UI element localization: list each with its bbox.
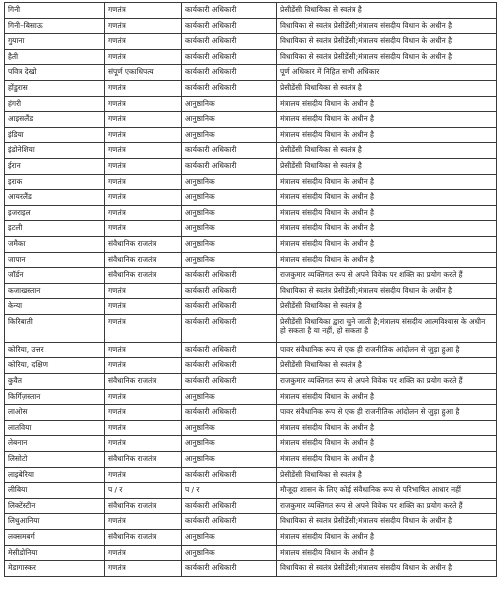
- government-type-cell: गणतंत्र: [105, 358, 182, 374]
- country-cell: किर्गिज़स्तान: [5, 389, 105, 405]
- constitutional-basis-cell: राजकुमार व्यक्तिगत रूप से अपने विवेक पर शक्ति का प्रयोग करते हैं: [277, 268, 497, 284]
- constitutional-basis-cell: पावर संवैधानिक रूप से एक ही राजनीतिक आंदोलन से जुड़ा हुआ है: [277, 342, 497, 358]
- head-of-state-role-cell: कार्यकारी अधिकारी: [182, 49, 277, 65]
- constitutional-basis-cell: विधायिका से स्वतंत्र प्रेसीडेंसी;मंत्रालय संसदीय विधान के अधीन है: [277, 283, 497, 299]
- table-row: [5, 561, 497, 577]
- government-type-cell: गणतंत्र: [105, 190, 182, 206]
- head-of-state-role-cell: कार्यकारी अधिकारी: [182, 34, 277, 50]
- constitutional-basis-cell: विधायिका से स्वतंत्र प्रेसीडेंसी;मंत्रालय संसदीय विधान के अधीन है: [277, 18, 497, 34]
- head-of-state-role-cell: आनुष्ठानिक: [182, 221, 277, 237]
- table-row: [5, 112, 497, 128]
- head-of-state-role-cell: आनुष्ठानिक: [182, 420, 277, 436]
- government-type-cell: गणतंत्र: [105, 436, 182, 452]
- constitutional-basis-cell: राजकुमार व्यक्तिगत रूप से अपने विवेक पर शक्ति का प्रयोग करते हैं: [277, 498, 497, 514]
- government-type-cell: गणतंत्र: [105, 112, 182, 128]
- constitutional-basis-cell: प्रेसीडेंसी विधायिका से स्वतंत्र है: [277, 358, 497, 374]
- country-cell: लीबिया: [5, 483, 105, 499]
- government-type-cell: गणतंत्र: [105, 18, 182, 34]
- government-type-cell: गणतंत्र: [105, 174, 182, 190]
- head-of-state-role-cell: कार्यकारी अधिकारी: [182, 467, 277, 483]
- constitutional-basis-cell: मंत्रालय संसदीय विधान के अधीन है: [277, 96, 497, 112]
- head-of-state-role-cell: कार्यकारी अधिकारी: [182, 514, 277, 530]
- country-cell: जॉर्डन: [5, 268, 105, 284]
- government-type-cell: गणतंत्र: [105, 405, 182, 421]
- country-cell: कुवैत: [5, 374, 105, 390]
- government-type-cell: संवैधानिक राजतंत्र: [105, 374, 182, 390]
- constitutional-basis-cell: मंत्रालय संसदीय विधान के अधीन है: [277, 174, 497, 190]
- country-cell: कजाखस्तान: [5, 283, 105, 299]
- head-of-state-role-cell: कार्यकारी अधिकारी: [182, 358, 277, 374]
- country-cell: केन्या: [5, 299, 105, 315]
- constitutional-basis-cell: मंत्रालय संसदीय विधान के अधीन है: [277, 205, 497, 221]
- government-type-cell: गणतंत्र: [105, 49, 182, 65]
- head-of-state-role-cell: आनुष्ठानिक: [182, 252, 277, 268]
- head-of-state-role-cell: कार्यकारी अधिकारी: [182, 498, 277, 514]
- government-type-cell: संवैधानिक राजतंत्र: [105, 236, 182, 252]
- table-body: [5, 3, 497, 577]
- constitutional-basis-cell: मंत्रालय संसदीय विधान के अधीन है: [277, 530, 497, 546]
- country-cell: मेसीडोनिया: [5, 545, 105, 561]
- country-cell: इंडिया: [5, 127, 105, 143]
- table-row: [5, 34, 497, 50]
- head-of-state-role-cell: आनुष्ठानिक: [182, 112, 277, 128]
- head-of-state-role-cell: कार्यकारी अधिकारी: [182, 405, 277, 421]
- country-cell: होंडुरास: [5, 80, 105, 96]
- constitutional-basis-cell: प्रेसीडेंसी विधायिका से स्वतंत्र है: [277, 299, 497, 315]
- constitutional-basis-cell: मंत्रालय संसदीय विधान के अधीन है: [277, 236, 497, 252]
- constitutional-basis-cell: राजकुमार व्यक्तिगत रूप से अपने विवेक पर शक्ति का प्रयोग करते हैं: [277, 374, 497, 390]
- table-row: [5, 314, 497, 342]
- country-cell: पवित्र देखो: [5, 65, 105, 81]
- government-type-cell: संवैधानिक राजतंत्र: [105, 530, 182, 546]
- constitutional-basis-cell: विधायिका से स्वतंत्र प्रेसीडेंसी;मंत्रालय संसदीय विधान के अधीन है: [277, 34, 497, 50]
- constitutional-basis-cell: प्रेसीडेंसी विधायिका से स्वतंत्र है: [277, 158, 497, 174]
- government-type-cell: गणतंत्र: [105, 34, 182, 50]
- country-cell: कोरिया, उत्तर: [5, 342, 105, 358]
- head-of-state-role-cell: आनुष्ठानिक: [182, 389, 277, 405]
- government-type-cell: गणतंत्र: [105, 205, 182, 221]
- government-type-cell: गणतंत्र: [105, 561, 182, 577]
- country-cell: लक्समबर्ग: [5, 530, 105, 546]
- constitutional-basis-cell: मंत्रालय संसदीय विधान के अधीन है: [277, 190, 497, 206]
- constitutional-basis-cell: मंत्रालय संसदीय विधान के अधीन है: [277, 452, 497, 468]
- table-row: [5, 205, 497, 221]
- government-type-cell: गणतंत्र: [105, 283, 182, 299]
- country-cell: आइसलैंड: [5, 112, 105, 128]
- government-type-cell: संवैधानिक राजतंत्र: [105, 252, 182, 268]
- table-row: [5, 452, 497, 468]
- table-row: [5, 65, 497, 81]
- head-of-state-role-cell: आनुष्ठानिक: [182, 205, 277, 221]
- table-row: [5, 467, 497, 483]
- government-type-cell: गणतंत्र: [105, 299, 182, 315]
- constitutional-basis-cell: मंत्रालय संसदीय विधान के अधीन है: [277, 436, 497, 452]
- head-of-state-role-cell: कार्यकारी अधिकारी: [182, 374, 277, 390]
- country-cell: लाइबेरिया: [5, 467, 105, 483]
- constitutional-basis-cell: प्रेसीडेंसी विधायिका से स्वतंत्र है: [277, 467, 497, 483]
- constitutional-basis-cell: मंत्रालय संसदीय विधान के अधीन है: [277, 127, 497, 143]
- country-government-table: [4, 2, 497, 577]
- table-row: [5, 420, 497, 436]
- country-cell: कोरिया, दक्षिण: [5, 358, 105, 374]
- head-of-state-role-cell: कार्यकारी अधिकारी: [182, 143, 277, 159]
- head-of-state-role-cell: आनुष्ठानिक: [182, 452, 277, 468]
- table-row: [5, 268, 497, 284]
- government-type-cell: संवैधानिक राजतंत्र: [105, 268, 182, 284]
- head-of-state-role-cell: कार्यकारी अधिकारी: [182, 3, 277, 19]
- government-type-cell: संवैधानिक राजतंत्र: [105, 498, 182, 514]
- country-cell: आयरलैंड: [5, 190, 105, 206]
- country-cell: इटली: [5, 221, 105, 237]
- government-type-cell: गणतंत्र: [105, 545, 182, 561]
- country-cell: लिक्टेंस्टीन: [5, 498, 105, 514]
- table-row: [5, 158, 497, 174]
- table-row: [5, 514, 497, 530]
- table-row: [5, 18, 497, 34]
- head-of-state-role-cell: कार्यकारी अधिकारी: [182, 65, 277, 81]
- table-row: [5, 436, 497, 452]
- country-cell: जापान: [5, 252, 105, 268]
- constitutional-basis-cell: मंत्रालय संसदीय विधान के अधीन है: [277, 545, 497, 561]
- country-cell: लेबनान: [5, 436, 105, 452]
- head-of-state-role-cell: कार्यकारी अधिकारी: [182, 561, 277, 577]
- constitutional-basis-cell: विधायिका से स्वतंत्र प्रेसीडेंसी;मंत्रालय संसदीय विधान के अधीन है: [277, 49, 497, 65]
- table-row: [5, 80, 497, 96]
- constitutional-basis-cell: मंत्रालय संसदीय विधान के अधीन है: [277, 389, 497, 405]
- country-cell: इजराइल: [5, 205, 105, 221]
- head-of-state-role-cell: आनुष्ठानिक: [182, 436, 277, 452]
- table-row: [5, 221, 497, 237]
- head-of-state-role-cell: आनुष्ठानिक: [182, 545, 277, 561]
- country-cell: किरिबाती: [5, 314, 105, 342]
- country-cell: गुयाना: [5, 34, 105, 50]
- constitutional-basis-cell: मंत्रालय संसदीय विधान के अधीन है: [277, 252, 497, 268]
- table-row: [5, 405, 497, 421]
- table-row: [5, 358, 497, 374]
- table-row: [5, 143, 497, 159]
- table-row: [5, 299, 497, 315]
- head-of-state-role-cell: कार्यकारी अधिकारी: [182, 158, 277, 174]
- government-type-cell: गणतंत्र: [105, 221, 182, 237]
- country-cell: लाओस: [5, 405, 105, 421]
- country-cell: हैती: [5, 49, 105, 65]
- government-type-cell: गणतंत्र: [105, 143, 182, 159]
- head-of-state-role-cell: कार्यकारी अधिकारी: [182, 80, 277, 96]
- table-row: [5, 374, 497, 390]
- table-row: [5, 283, 497, 299]
- government-type-cell: गणतंत्र: [105, 314, 182, 342]
- table-row: [5, 342, 497, 358]
- constitutional-basis-cell: पूर्ण अधिकार में निहित सभी अधिकार: [277, 65, 497, 81]
- head-of-state-role-cell: आनुष्ठानिक: [182, 96, 277, 112]
- constitutional-basis-cell: विधायिका से स्वतंत्र प्रेसीडेंसी;मंत्रालय संसदीय विधान के अधीन है: [277, 561, 497, 577]
- government-type-cell: गणतंत्र: [105, 3, 182, 19]
- constitutional-basis-cell: प्रेसीडेंसी विधायिका से स्वतंत्र है: [277, 3, 497, 19]
- head-of-state-role-cell: आनुष्ठानिक: [182, 236, 277, 252]
- government-type-cell: गणतंत्र: [105, 96, 182, 112]
- government-type-cell: संपूर्ण एकाधिपत्य: [105, 65, 182, 81]
- constitutional-basis-cell: प्रेसीडेंसी विधायिका से स्वतंत्र है: [277, 80, 497, 96]
- government-type-cell: गणतंत्र: [105, 342, 182, 358]
- table-row: [5, 483, 497, 499]
- head-of-state-role-cell: आनुष्ठानिक: [182, 190, 277, 206]
- government-type-cell: गणतंत्र: [105, 127, 182, 143]
- country-cell: लिसोटो: [5, 452, 105, 468]
- government-type-cell: गणतंत्र: [105, 80, 182, 96]
- constitutional-basis-cell: मंत्रालय संसदीय विधान के अधीन है: [277, 112, 497, 128]
- country-cell: लिथुआनिया: [5, 514, 105, 530]
- constitutional-basis-cell: प्रेसीडेंसी विधायिका से स्वतंत्र है: [277, 143, 497, 159]
- table-row: [5, 49, 497, 65]
- country-cell: गिनी: [5, 3, 105, 19]
- head-of-state-role-cell: प / र: [182, 483, 277, 499]
- constitutional-basis-cell: पावर संवैधानिक रूप से एक ही राजनीतिक आंदोलन से जुड़ा हुआ है: [277, 405, 497, 421]
- table-row: [5, 127, 497, 143]
- government-type-cell: गणतंत्र: [105, 158, 182, 174]
- table-row: [5, 174, 497, 190]
- country-cell: हंगरी: [5, 96, 105, 112]
- head-of-state-role-cell: कार्यकारी अधिकारी: [182, 283, 277, 299]
- head-of-state-role-cell: कार्यकारी अधिकारी: [182, 314, 277, 342]
- constitutional-basis-cell: प्रेसीडेंसी विधायिका द्वारा चुने जाती है;मंत्रालय संसदीय आत्मविश्वास के अधीन हो सकता है या नहीं, हो सकता है: [277, 314, 497, 342]
- government-type-cell: गणतंत्र: [105, 514, 182, 530]
- country-cell: मेडागास्कर: [5, 561, 105, 577]
- country-cell: ईरान: [5, 158, 105, 174]
- government-type-cell: गणतंत्र: [105, 389, 182, 405]
- government-type-cell: प / र: [105, 483, 182, 499]
- head-of-state-role-cell: आनुष्ठानिक: [182, 127, 277, 143]
- constitutional-basis-cell: मंत्रालय संसदीय विधान के अधीन है: [277, 420, 497, 436]
- head-of-state-role-cell: कार्यकारी अधिकारी: [182, 268, 277, 284]
- constitutional-basis-cell: मंत्रालय संसदीय विधान के अधीन है: [277, 221, 497, 237]
- head-of-state-role-cell: आनुष्ठानिक: [182, 530, 277, 546]
- table-row: [5, 545, 497, 561]
- table-row: [5, 530, 497, 546]
- country-cell: इराक: [5, 174, 105, 190]
- table-row: [5, 252, 497, 268]
- country-cell: लातविया: [5, 420, 105, 436]
- government-type-cell: गणतंत्र: [105, 467, 182, 483]
- country-cell: गिनी–बिसाऊ: [5, 18, 105, 34]
- head-of-state-role-cell: कार्यकारी अधिकारी: [182, 342, 277, 358]
- country-cell: इंडोनेशिया: [5, 143, 105, 159]
- table-row: [5, 498, 497, 514]
- head-of-state-role-cell: कार्यकारी अधिकारी: [182, 18, 277, 34]
- government-type-cell: संवैधानिक राजतंत्र: [105, 452, 182, 468]
- head-of-state-role-cell: आनुष्ठानिक: [182, 174, 277, 190]
- head-of-state-role-cell: कार्यकारी अधिकारी: [182, 299, 277, 315]
- table-row: [5, 190, 497, 206]
- table-row: [5, 236, 497, 252]
- constitutional-basis-cell: मौजूदा शासन के लिए कोई संवैधानिक रूप से परिभाषित आधार नहीं: [277, 483, 497, 499]
- table-row: [5, 3, 497, 19]
- constitutional-basis-cell: विधायिका से स्वतंत्र प्रेसीडेंसी;मंत्रालय संसदीय विधान के अधीन है: [277, 514, 497, 530]
- table-row: [5, 96, 497, 112]
- table-row: [5, 389, 497, 405]
- government-type-cell: गणतंत्र: [105, 420, 182, 436]
- country-cell: जमैका: [5, 236, 105, 252]
